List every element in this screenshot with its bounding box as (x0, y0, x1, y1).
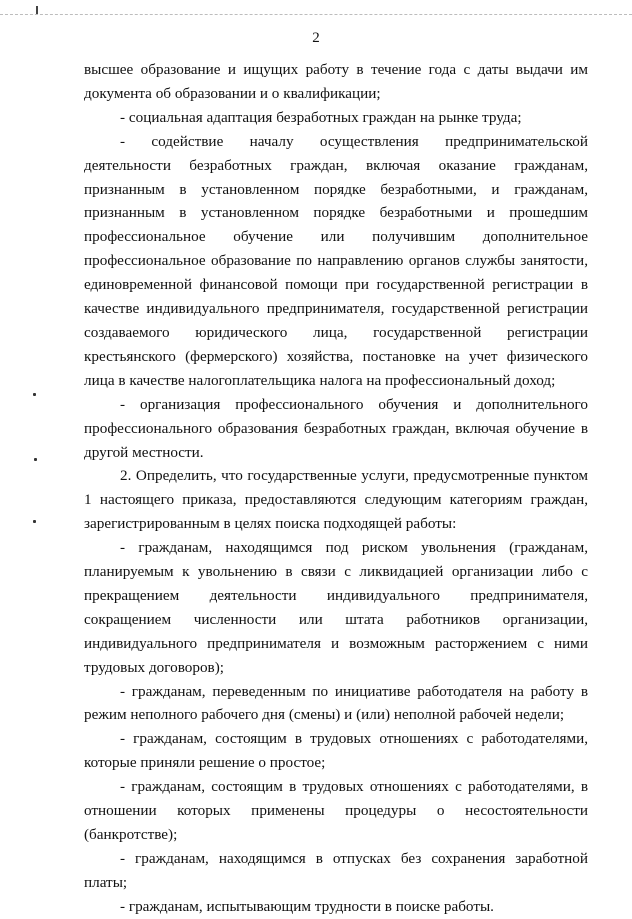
list-item-social-adaptation: - социальная адаптация безработных граждан на рынке труда; (120, 108, 522, 126)
list-item-insolvency: - гражданам, состоящим в трудовых отношениях с работодателями, в отношении которых применены процедуры о несостоятельности (банкротстве); (84, 778, 588, 843)
document-body (84, 58, 588, 919)
scan-speck (33, 520, 36, 523)
list-item-risk-of-dismissal: - гражданам, находящимся под риском увольнения (гражданам, планируемым к увольнению в связи с ликвидацией организации либо с прекращением деятельности индивидуального предпринимателя, сокращением численности или штата работников организации, индивидуального предпринимателя и возможным расторжением с ними трудовых договоров); (84, 539, 588, 676)
list-item-entrepreneurship-support: - содействие началу осуществления предпринимательской деятельности безработных граждан, включая оказание гражданам, признанным в установленном порядке безработными, и гражданам, признанным в установленном порядке безработными и прошедшим профессиональное обучение или получившим дополнительное профессиональное образование по направлению органов службы занятости, единовременной финансовой помощи при государственной регистрации в качестве индивидуального предпринимателя, государственной регистрации создаваемого юридического лица, государственной регистрации крестьянского (фермерского) хозяйства, постановке на учет физического лица в качестве налогоплательщика налога на профессиональный доход; (84, 132, 588, 389)
list-item-downtime: - гражданам, состоящим в трудовых отношениях с работодателями, которые приняли решение о простое; (84, 730, 588, 772)
list-item-professional-training: - организация профессионального обучения и дополнительного профессионального образования безработных граждан, включая обучение в другой местности. (84, 395, 588, 461)
scan-speck (34, 458, 37, 461)
paragraph-continuation: высшее образование и ищущих работу в течение года с даты выдачи им документа об образовании и о квалификации; (84, 61, 588, 102)
scan-top-edge (0, 14, 632, 15)
paragraph-clause-2: 2. Определить, что государственные услуги, предусмотренные пунктом 1 настоящего приказа, предоставляются следующим категориям граждан, зарегистрированным в целях поиска подходящей работы: (84, 467, 588, 533)
list-item-job-search-difficulty: - гражданам, испытывающим трудности в поиске работы. (120, 897, 494, 915)
scan-corner-mark (36, 6, 38, 14)
scan-speck (33, 393, 36, 396)
page-number: 2 (312, 30, 320, 46)
list-item-part-time-transfer: - гражданам, переведенным по инициативе работодателя на работу в режим неполного рабочего дня (смены) и (или) неполной рабочей недели; (84, 682, 588, 724)
list-item-unpaid-leave: - гражданам, находящимся в отпусках без сохранения заработной платы; (84, 849, 588, 891)
